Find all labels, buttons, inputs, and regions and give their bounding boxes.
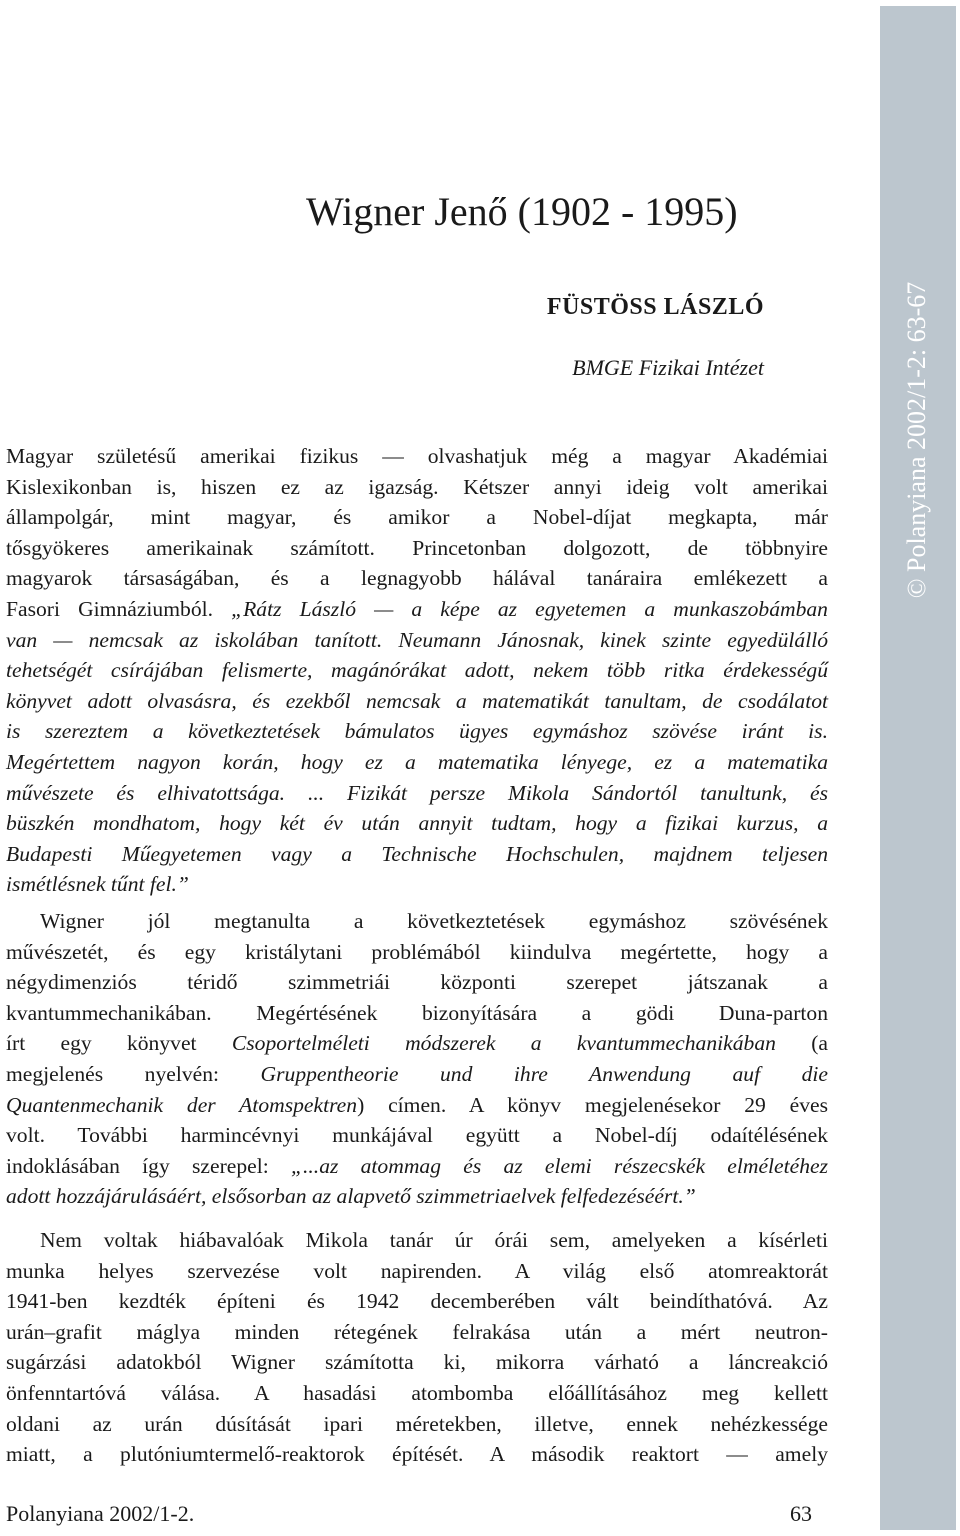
text-line (6, 1059, 828, 1090)
quote-segment: tehetségét csírájában felismerte, magánórákat adott, nekem több ritka érdekességű (6, 658, 828, 683)
quote-line (6, 716, 828, 747)
quote-line (6, 1181, 828, 1212)
quote-line (6, 686, 828, 717)
text-line: Nem voltak hiábavalóak Mikola tanár úr órái sem, amelyeken a kísérleti (40, 1228, 828, 1252)
quote-line (6, 778, 828, 809)
quote-segment: adott hozzájárulásáért, elsősorban az alapvető szimmetriaelvek felfedezéséért.” (6, 1184, 696, 1209)
text-line: munka helyes szervezése volt napirenden. A világ első atomreaktorát (6, 1258, 828, 1283)
quote-segment: művészete és elhivatottsága. ... Fizikát persze Mikola Sándortól tanultunk, és (6, 780, 828, 805)
quote-segment: is szereztem a következtetések bámulatos ügyes egymáshoz szövése iránt is. (6, 719, 828, 744)
article-title: Wigner Jenő (1902 - 1995) (306, 189, 738, 234)
text-line: volt. További harmincévnyi munkájával együtt a Nobel-díj odaítélésének (6, 1123, 828, 1148)
text-line: művészetét, és egy kristálytani problémából kiindulva megértette, hogy a (6, 939, 828, 964)
quote-line (6, 839, 828, 870)
text-line: miatt, a plutóniumtermelő-reaktorok építését. A második reaktort — amely (6, 1442, 828, 1467)
text-line (6, 1090, 828, 1121)
book-title-hu: Csoportelméleti módszerek a kvantummechanikában (231, 1031, 776, 1056)
quote-segment: „Rátz László — a képe az egyetemen a munkaszobámban (231, 596, 828, 621)
text-line: állampolgár, mint magyar, és amikor a Nobel-díjat megkapta, már (6, 505, 828, 530)
quote-segment: ismétlésnek tűnt fel.” (6, 872, 189, 897)
text-line: sugárzási adatokból Wigner számította ki, mikorra várható a láncreakció (6, 1350, 828, 1375)
quote-line (6, 655, 828, 686)
paragraph-1 (6, 441, 828, 900)
quote-segment: „...az atommag és az elemi részecskék elméletéhez (290, 1153, 828, 1178)
paragraph-2 (6, 906, 828, 1212)
copyright-notice: © Polanyiana 2002/1-2: 63-67 (902, 281, 931, 599)
text-line (6, 1028, 828, 1059)
text-line: Wigner jól megtanulta a következtetések egymáshoz szövésének (40, 909, 828, 933)
text-line: önfenntartóvá válása. A hasadási atombomba előállításához meg kellett (6, 1380, 828, 1405)
quote-line (6, 747, 828, 778)
text-segment: ) címen. A könyv megjelenésekor 29 éves (357, 1092, 828, 1117)
text-line: Kislexikonban is, hiszen ez az igazság. Kétszer annyi ideig volt amerikai (6, 474, 828, 499)
quote-line (6, 625, 828, 656)
quote-segment: Megértettem nagyon korán, hogy ez a matematika lényege, ez a matematika (6, 749, 828, 774)
quote-segment: büszkén mondhatom, hogy két év után annyit tudtam, hogy a fizikai kurzus, a (6, 811, 828, 836)
text-line: Magyar születésű amerikai fizikus — olvashatjuk még a magyar Akadémiai (6, 444, 828, 468)
text-segment: Fasori Gimnáziumból. (6, 596, 232, 621)
text-line: urán–grafit máglya minden rétegének felrakása után a mért neutron- (6, 1319, 828, 1344)
book-title-de-cont: Quantenmechanik der Atomspektren (6, 1092, 358, 1117)
author-affiliation: BMGE Fizikai Intézet (572, 355, 764, 380)
text-segment: írt egy könyvet (6, 1031, 232, 1056)
text-line: magyarok társaságában, és a legnagyobb hálával tanáraira emlékezett a (6, 566, 828, 591)
quote-segment: van — nemcsak az iskolában tanított. Neumann Jánosnak, kinek szinte egyedülálló (6, 627, 828, 652)
text-line (6, 594, 828, 625)
text-segment: megjelenés nyelvén: (6, 1061, 261, 1086)
author-name: FÜSTÖSS LÁSZLÓ (546, 294, 764, 320)
paragraph-3 (6, 1225, 828, 1470)
quote-segment: Budapesti Műegyetemen vagy a Technische Hochschulen, majdnem teljesen (6, 841, 828, 866)
text-segment: (a (775, 1031, 828, 1056)
text-line: négydimenziós téridő szimmetriái központi szerepet játszanak a (6, 970, 828, 995)
quote-segment: könyvet adott olvasásra, és ezekből nemcsak a matematikát tanultam, de csodálatot (6, 688, 828, 713)
quote-line (6, 869, 828, 900)
page-number: 63 (790, 1501, 812, 1526)
book-title-de: Gruppentheorie und ihre Anwendung auf die (260, 1061, 828, 1086)
text-line: 1941-ben kezdték építeni és 1942 decemberében vált beindíthatóvá. Az (6, 1289, 828, 1314)
footer-journal: Polanyiana 2002/1-2. (6, 1501, 195, 1526)
text-segment: indoklásában így szerepel: (6, 1153, 291, 1178)
quote-line (6, 808, 828, 839)
text-line (6, 1151, 828, 1182)
sidebar-band (880, 6, 956, 1530)
text-line: tősgyökeres amerikainak számított. Princetonban dolgozott, de többnyire (6, 535, 828, 560)
text-line: kvantummechanikában. Megértésének bizonyítására a gödi Duna-parton (6, 1000, 828, 1025)
text-line: oldani az urán dúsítását ipari méretekben, illetve, ennek nehézkessége (6, 1411, 828, 1436)
